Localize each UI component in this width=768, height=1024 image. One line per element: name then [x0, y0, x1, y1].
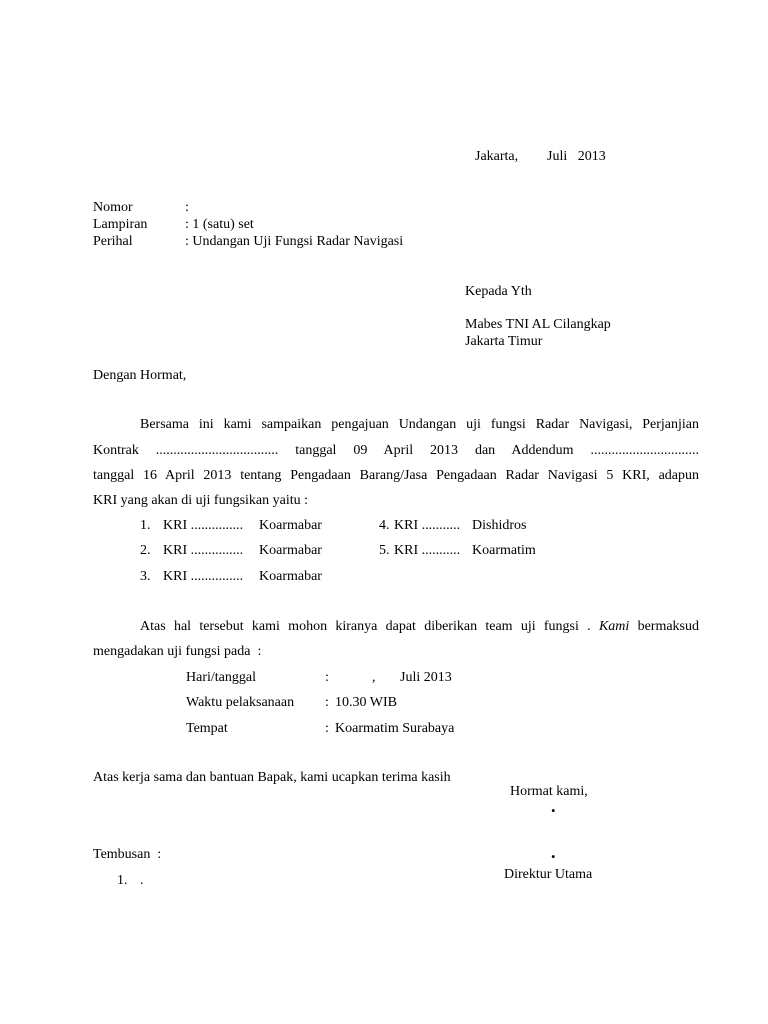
schedule-value-time: 10.30 WIB — [335, 695, 397, 710]
schedule-label-date: Hari/tanggal — [186, 670, 256, 685]
para2-line2: mengadakan uji fungsi pada : — [93, 644, 262, 659]
kri-name-2: KRI ............... — [163, 543, 244, 558]
schedule-value-place: Koarmatim Surabaya — [335, 721, 455, 736]
kri-num-4: 4. — [379, 518, 390, 533]
kri-num-3: 3. — [140, 569, 151, 584]
kri-num-1: 1. — [140, 518, 151, 533]
meta-value-lampiran: : 1 (satu) set — [185, 217, 254, 232]
letter-city: Jakarta, — [475, 149, 519, 164]
signature-dot-2: . — [551, 842, 556, 862]
schedule-colon-place: : — [325, 721, 329, 736]
kri-name-4: KRI ........... — [394, 518, 461, 533]
kri-unit-5: Koarmatim — [472, 543, 536, 558]
meta-value-perihal: : Undangan Uji Fungsi Radar Navigasi — [185, 234, 404, 249]
cc-label: Tembusan : — [93, 847, 162, 862]
recipient-line2: Jakarta Timur — [465, 334, 543, 349]
closing-sentence: Atas kerja sama dan bantuan Bapak, kami ucapkan terima kasih — [93, 770, 451, 785]
kri-name-1: KRI ............... — [163, 518, 244, 533]
cc-item-text: . — [140, 873, 144, 888]
kri-unit-1: Koarmabar — [259, 518, 322, 533]
schedule-label-time: Waktu pelaksanaan — [186, 695, 295, 710]
para1-line3: tanggal 16 April 2013 tentang Pengadaan Barang/Jasa Pengadaan Radar Navigasi 5 KRI, adapun — [93, 468, 699, 483]
schedule-value-date: , Juli 2013 — [372, 670, 452, 685]
salutation: Dengan Hormat, — [93, 368, 187, 383]
para1-line1: Bersama ini kami sampaikan pengajuan Undangan uji fungsi Radar Navigasi, Perjanjian — [140, 417, 699, 432]
recipient-greeting: Kepada Yth — [465, 284, 532, 299]
kri-unit-3: Koarmabar — [259, 569, 322, 584]
schedule-label-place: Tempat — [186, 721, 228, 736]
kri-name-5: KRI ........... — [394, 543, 461, 558]
para1-line2: Kontrak ................................... tanggal 09 April 2013 dan Addendum ............................... — [93, 443, 699, 458]
signature-regards: Hormat kami, — [510, 784, 588, 799]
kri-name-3: KRI ............... — [163, 569, 244, 584]
signature-dot-1: . — [551, 796, 556, 816]
para1-line4: KRI yang akan di uji fungsikan yaitu : — [93, 493, 309, 508]
para2-line1-italic: Kami — [598, 619, 630, 634]
cc-item-num: 1. — [117, 873, 128, 888]
kri-num-2: 2. — [140, 543, 151, 558]
meta-label-nomor: Nomor — [93, 200, 133, 215]
meta-label-lampiran: Lampiran — [93, 217, 148, 232]
para2-line1-b: bermaksud — [637, 619, 700, 634]
kri-num-5: 5. — [379, 543, 390, 558]
para2-line1 — [140, 618, 699, 636]
meta-value-nomor: : — [185, 200, 189, 215]
kri-unit-4: Dishidros — [472, 518, 527, 533]
signature-title: Direktur Utama — [504, 867, 593, 882]
kri-unit-2: Koarmabar — [259, 543, 322, 558]
recipient-line1: Mabes TNI AL Cilangkap — [465, 317, 611, 332]
schedule-colon-time: : — [325, 695, 329, 710]
meta-label-perihal: Perihal — [93, 234, 133, 249]
para2-line1-a: Atas hal tersebut kami mohon kiranya dapat diberikan team uji fungsi . — [140, 619, 591, 634]
schedule-colon-date: : — [325, 670, 329, 685]
letter-month-year: Juli 2013 — [547, 149, 606, 164]
